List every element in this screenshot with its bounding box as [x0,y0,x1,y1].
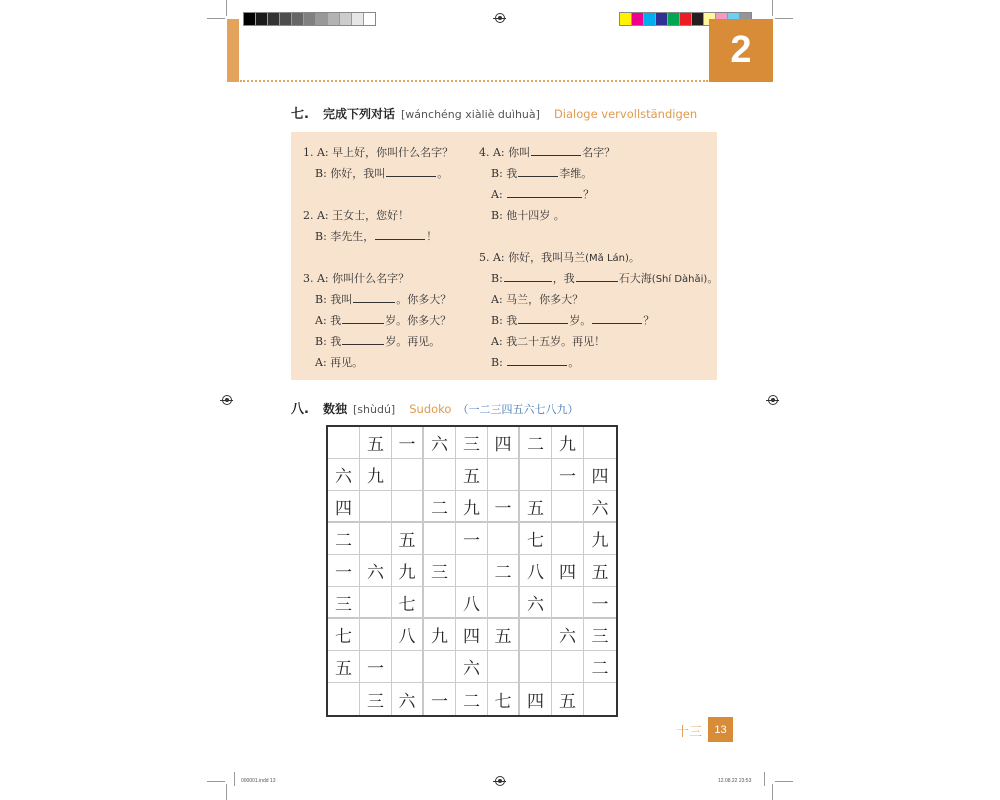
dialogue-text: B: 我叫 [315,293,353,306]
crop-mark [775,781,793,782]
dialogue-line [303,310,453,331]
sudoku-cell-given: 八 [392,619,424,651]
sudoku-cell-empty[interactable] [520,619,552,651]
page-number-badge: 13 [708,717,733,742]
sudoku-cell-empty[interactable] [456,555,488,587]
dialogue-text: A: [491,188,507,201]
dialogue-text: A: 再见。 [315,356,364,369]
color-swatch [692,13,704,25]
sudoku-cell-given: 一 [584,587,616,619]
dialogue-line [479,310,718,331]
color-swatch [280,13,292,25]
sudoku-cell-empty[interactable] [552,651,584,683]
sudoku-cell-given: 五 [584,555,616,587]
dialogue-text: 岁。 [569,314,592,327]
sudoku-cell-given: 六 [328,459,360,491]
registration-mark-icon [768,395,778,405]
color-swatch [364,13,375,25]
sudoku-cell-empty[interactable] [488,459,520,491]
dialogue-text: ！ [426,230,438,243]
sudoku-cell-given: 九 [424,619,456,651]
dialogue-text: B: 他十四岁 。 [491,209,565,222]
sudoku-cell-empty[interactable] [360,619,392,651]
sudoku-cell-empty[interactable] [584,427,616,459]
dialogue-text: 。你多大？ [396,293,452,306]
dialogue-text: A: 我二十五岁。再见！ [491,335,606,348]
section-7-heading [291,103,697,122]
dialogue-line [303,289,453,310]
slug-divider [234,772,235,786]
dialogue-line [479,289,718,310]
sudoku-cell-given: 一 [552,459,584,491]
fill-in-blank[interactable] [518,164,558,177]
sudoku-cell-given: 四 [552,555,584,587]
dialogue-text: A: 马兰，你多大？ [491,293,584,306]
sudoku-cell-given: 一 [488,491,520,523]
sudoku-cell-given: 一 [392,427,424,459]
sudoku-cell-empty[interactable] [328,683,360,715]
fill-in-blank[interactable] [386,164,436,177]
fill-in-blank[interactable] [507,353,567,366]
sudoku-cell-empty[interactable] [392,491,424,523]
sudoku-cell-given: 七 [520,523,552,555]
sudoku-cell-empty[interactable] [552,523,584,555]
spacer [303,247,453,268]
dialogue-text: 。 [707,272,719,285]
dialogue-text: B: 我 [491,314,518,327]
color-swatch [340,13,352,25]
sudoku-cell-empty[interactable] [520,459,552,491]
spacer [303,184,453,205]
color-swatch [644,13,656,25]
sudoku-cell-given: 四 [456,619,488,651]
registration-mark-icon [495,13,505,23]
color-swatch [268,13,280,25]
dialogue-text: 。 [628,251,640,264]
dialogue-text: B: 李先生， [315,230,375,243]
fill-in-blank[interactable] [342,332,384,345]
sudoku-cell-given: 三 [424,555,456,587]
crop-mark [772,0,773,16]
sudoku-cell-empty[interactable] [424,459,456,491]
fill-in-blank[interactable] [504,269,552,282]
dialogue-text: ，我 [552,272,575,285]
spacer [479,226,718,247]
color-swatch [680,13,692,25]
color-swatch [256,13,268,25]
dialogue-text: 5. A: 你好，我叫马兰 [479,251,586,264]
dialogue-line [303,226,453,247]
fill-in-blank[interactable] [342,311,384,324]
crop-mark [207,781,225,782]
sudoku-cell-empty[interactable] [424,651,456,683]
dialogue-text: B: [491,356,507,369]
sudoku-cell-given: 六 [456,651,488,683]
dialogue-line [479,268,718,289]
sudoku-cell-given: 二 [328,523,360,555]
section-title-pinyin: [wánchéng xiàliè duìhuà] [401,108,540,121]
chapter-badge: 2 [709,19,773,82]
dialogue-line [479,331,718,352]
dialogue-text: 3. A: 你叫什么名字？ [303,272,410,285]
sudoku-cell-given: 二 [488,555,520,587]
sudoku-cell-given: 六 [584,491,616,523]
registration-mark-icon [495,776,505,786]
dialogue-line [303,331,453,352]
dialogue-text: 1. A: 早上好，你叫什么名字？ [303,146,454,159]
name-pinyin: (Mǎ Lán) [585,253,629,264]
page-number-cn: 十三 [676,725,703,740]
dialogue-line [479,142,718,163]
dialogue-line [303,142,453,163]
color-swatch [620,13,632,25]
sudoku-cell-empty[interactable] [584,683,616,715]
header-accent-bar [227,19,239,82]
sudoku-cell-empty[interactable] [552,587,584,619]
sudoku-cell-given: 三 [360,683,392,715]
sudoku-cell-given: 一 [456,523,488,555]
section-8-heading [291,398,578,417]
dialogue-exercise-box [291,132,717,380]
dialogue-text: 岁。再见。 [385,335,441,348]
dialogue-text: A: 我 [315,314,342,327]
dialogue-line [479,184,718,205]
dialogue-line [303,268,453,289]
dialogue-line [303,205,453,226]
sudoku-cell-given: 二 [584,651,616,683]
dialogue-text: 。 [437,167,449,180]
sudoku-cell-empty[interactable] [424,523,456,555]
sudoku-cell-given: 二 [520,427,552,459]
fill-in-blank[interactable] [507,185,582,198]
sudoku-cell-given: 一 [328,555,360,587]
sudoku-cell-given: 九 [552,427,584,459]
section-title-de: Dialoge vervollständigen [553,107,698,121]
dialogue-line [479,247,718,268]
section-title-pinyin: [shùdú] [353,403,396,416]
fill-in-blank[interactable] [353,290,395,303]
sudoku-cell-given: 三 [456,427,488,459]
sudoku-cell-given: 五 [488,619,520,651]
sudoku-cell-given: 六 [392,683,424,715]
dialogue-text: 岁。你多大？ [385,314,452,327]
sudoku-cell-given: 九 [392,555,424,587]
sudoku-cell-given: 五 [520,491,552,523]
color-swatch [292,13,304,25]
section-number: 七. [291,107,309,122]
color-swatch [244,13,256,25]
dialogue-text: B: 我 [491,167,518,180]
sudoku-cell-given: 二 [456,683,488,715]
dialogue-text: B: 我 [315,335,342,348]
sudoku-cell-given: 四 [488,427,520,459]
slug-right: 12.08.22 23:53 [718,778,752,784]
sudoku-cell-empty[interactable] [520,651,552,683]
sudoku-cell-empty[interactable] [552,491,584,523]
dialogue-text: 石大海 [618,272,652,285]
sudoku-cell-given: 六 [360,555,392,587]
slug-divider [764,772,765,786]
sudoku-cell-given: 六 [520,587,552,619]
crop-mark [207,18,225,19]
section-title-de: Sudoko [409,402,452,416]
color-swatch [656,13,668,25]
dialogue-text: 2. A: 王女士，您好！ [303,209,410,222]
gray-color-bar [243,12,376,26]
registration-mark-icon [222,395,232,405]
dialogue-text: ？ [583,188,595,201]
sudoku-cell-given: 五 [328,651,360,683]
crop-mark [226,0,227,16]
fill-in-blank[interactable] [576,269,618,282]
sudoku-cell-empty[interactable] [424,587,456,619]
dialogue-column-left [303,142,453,373]
crop-mark [772,784,773,800]
dialogue-text: 李维。 [559,167,593,180]
sudoku-cell-given: 七 [392,587,424,619]
color-swatch [668,13,680,25]
sudoku-cell-given: 四 [584,459,616,491]
crop-mark [226,784,227,800]
color-swatch [328,13,340,25]
sudoku-cell-given: 八 [520,555,552,587]
sudoku-hint: （一二三四五六七八九） [457,403,579,416]
sudoku-cell-empty[interactable] [360,523,392,555]
fill-in-blank[interactable] [375,227,425,240]
section-title-cn: 数独 [323,402,348,416]
dialogue-text: B: [491,272,503,285]
sudoku-cell-given: 五 [392,523,424,555]
name-pinyin: (Shí Dàhǎi) [651,274,708,285]
sudoku-cell-given: 五 [552,683,584,715]
sudoku-cell-given: 三 [584,619,616,651]
dialogue-text: ？ [643,314,655,327]
sudoku-cell-empty[interactable] [488,587,520,619]
dialogue-line [479,205,718,226]
sudoku-cell-empty[interactable] [488,651,520,683]
sudoku-cell-given: 六 [424,427,456,459]
sudoku-cell-given: 九 [456,491,488,523]
sudoku-cell-given: 一 [360,651,392,683]
sudoku-cell-empty[interactable] [328,427,360,459]
dialogue-text: 。 [568,356,580,369]
fill-in-blank[interactable] [592,311,642,324]
section-title-cn: 完成下列对话 [323,107,396,121]
header-dotted-rule [240,80,708,82]
sudoku-cell-given: 九 [584,523,616,555]
sudoku-cell-given: 七 [328,619,360,651]
fill-in-blank[interactable] [531,143,581,156]
sudoku-cell-given: 六 [552,619,584,651]
color-swatch [316,13,328,25]
section-number: 八. [291,402,309,417]
sudoku-cell-given: 五 [360,427,392,459]
color-swatch [352,13,364,25]
sudoku-cell-given: 四 [520,683,552,715]
sudoku-cell-given: 二 [424,491,456,523]
fill-in-blank[interactable] [518,311,568,324]
sudoku-cell-given: 七 [488,683,520,715]
sudoku-cell-empty[interactable] [488,523,520,555]
slug-left: 000001.indd 13 [241,778,276,784]
sudoku-cell-empty[interactable] [360,491,392,523]
sudoku-cell-given: 一 [424,683,456,715]
dialogue-line [303,352,453,373]
crop-mark [775,18,793,19]
sudoku-cell-empty[interactable] [392,459,424,491]
color-swatch [304,13,316,25]
sudoku-cell-given: 四 [328,491,360,523]
sudoku-cell-given: 三 [328,587,360,619]
sudoku-cell-given: 五 [456,459,488,491]
color-swatch [632,13,644,25]
dialogue-text: 4. A: 你叫 [479,146,531,159]
sudoku-grid [326,425,618,717]
dialogue-text: B: 你好，我叫 [315,167,386,180]
dialogue-line [479,352,718,373]
dialogue-column-right [479,142,718,373]
sudoku-cell-empty[interactable] [392,651,424,683]
sudoku-cell-given: 九 [360,459,392,491]
dialogue-text: 名字？ [582,146,616,159]
dialogue-line [303,163,453,184]
sudoku-cell-given: 八 [456,587,488,619]
dialogue-line [479,163,718,184]
sudoku-cell-empty[interactable] [360,587,392,619]
